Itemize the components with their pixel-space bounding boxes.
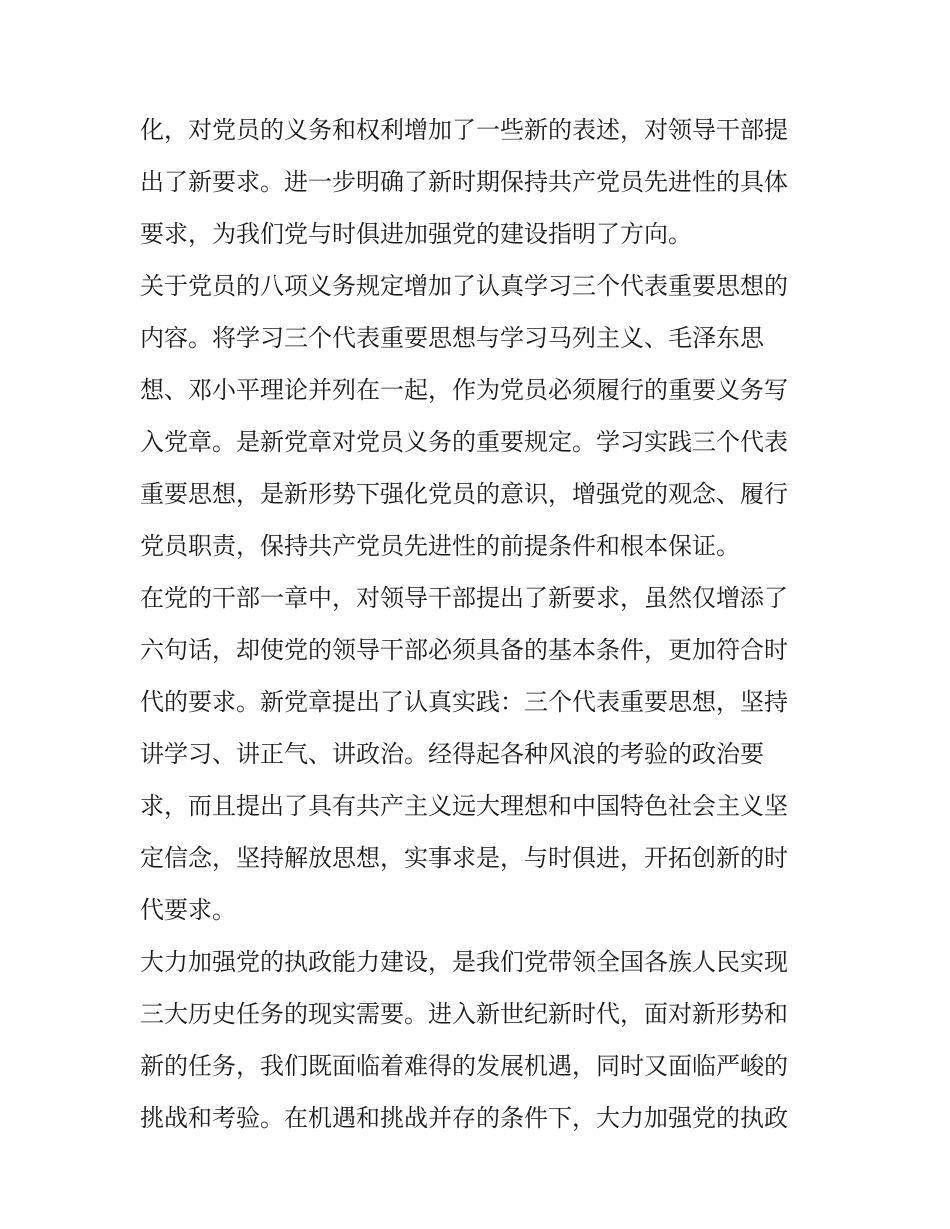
text-line: 党员职责，保持共产党员先进性的前提条件和根本保证。 [140,532,740,560]
body-text [140,108,820,1148]
text-line: 代要求。 [140,896,236,924]
text-line: 求，而且提出了具有共产主义远大理想和中国特色社会主义坚 [140,792,788,820]
text-line: 三大历史任务的现实需要。进入新世纪新时代，面对新形势和 [140,1000,788,1028]
text-line: 内容。将学习三个代表重要思想与学习马列主义、毛泽东思 [140,324,764,352]
text-line: 代的要求。新党章提出了认真实践：三个代表重要思想，坚持 [140,688,788,716]
text-line: 要求，为我们党与时俱进加强党的建设指明了方向。 [140,220,692,248]
text-line: 新的任务，我们既面临着难得的发展机遇，同时又面临严峻的 [140,1052,788,1080]
text-line: 化，对党员的义务和权利增加了一些新的表述，对领导干部提 [140,116,788,144]
text-line: 出了新要求。进一步明确了新时期保持共产党员先进性的具体 [140,168,788,196]
text-line: 重要思想，是新形势下强化党员的意识，增强党的观念、履行 [140,480,788,508]
text-line: 讲学习、讲正气、讲政治。经得起各种风浪的考验的政治要 [140,740,764,768]
text-line: 想、邓小平理论并列在一起，作为党员必须履行的重要义务写 [140,376,788,404]
text-line: 大力加强党的执政能力建设，是我们党带领全国各族人民实现 [140,948,788,976]
text-line: 定信念，坚持解放思想，实事求是，与时俱进，开拓创新的时 [140,844,788,872]
text-line: 关于党员的八项义务规定增加了认真学习三个代表重要思想的 [140,272,788,300]
text-line: 入党章。是新党章对党员义务的重要规定。学习实践三个代表 [140,428,788,456]
text-line: 六句话，却使党的领导干部必须具备的基本条件，更加符合时 [140,636,788,664]
text-line: 挑战和考验。在机遇和挑战并存的条件下，大力加强党的执政 [140,1104,788,1132]
text-line: 在党的干部一章中，对领导干部提出了新要求，虽然仅增添了 [140,584,788,612]
